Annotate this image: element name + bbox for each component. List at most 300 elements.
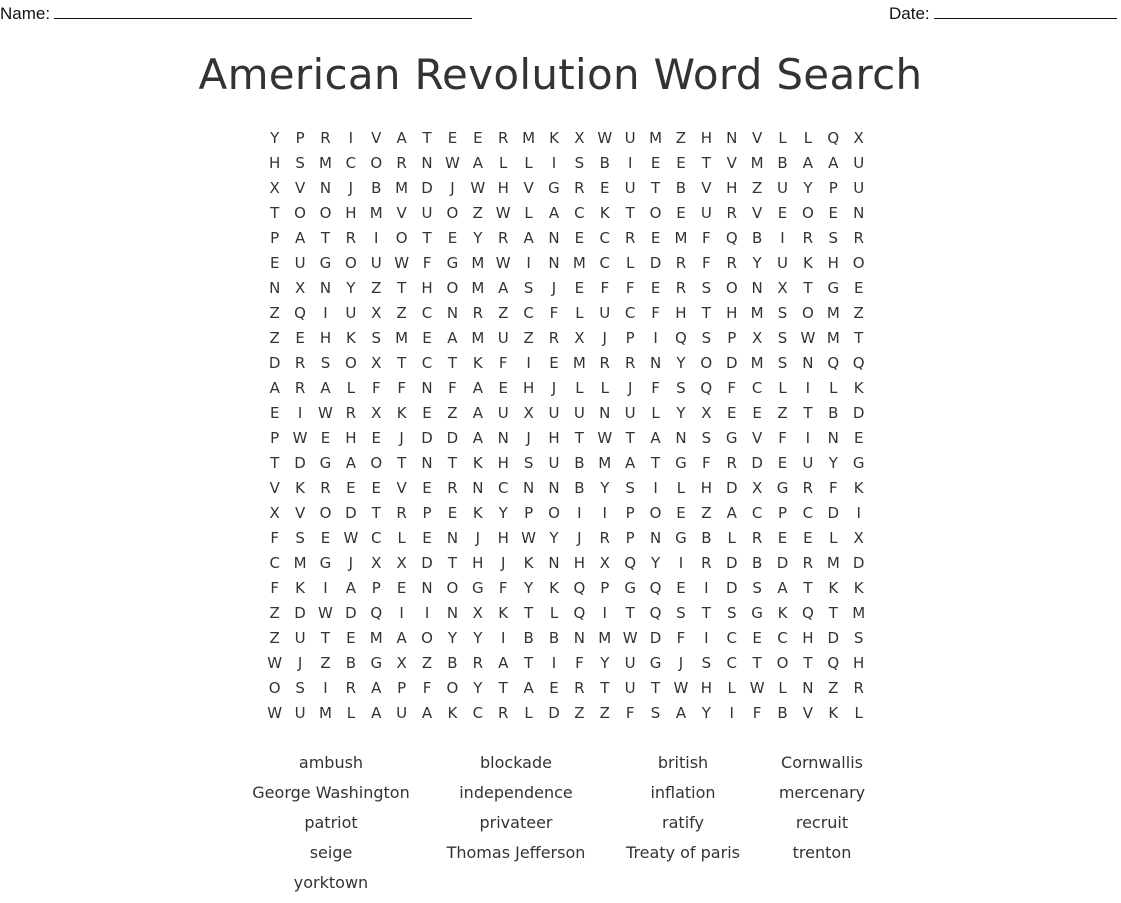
grid-letter[interactable]: K <box>802 254 813 272</box>
grid-letter[interactable]: P <box>625 504 635 522</box>
grid-letter[interactable]: I <box>374 229 379 247</box>
grid-letter[interactable]: M <box>293 554 307 572</box>
grid-letter[interactable]: E <box>803 529 813 547</box>
grid-letter[interactable]: B <box>751 229 763 247</box>
grid-letter[interactable]: M <box>471 279 485 297</box>
grid-letter[interactable]: Y <box>828 454 838 472</box>
grid-letter[interactable]: N <box>319 279 332 297</box>
grid-letter[interactable]: A <box>625 454 636 472</box>
grid-letter[interactable]: V <box>802 704 814 722</box>
grid-letter[interactable]: I <box>729 704 734 722</box>
grid-letter[interactable]: A <box>345 454 356 472</box>
name-field[interactable] <box>0 4 472 24</box>
grid-letter[interactable]: G <box>446 254 459 272</box>
grid-letter[interactable]: F <box>448 379 457 397</box>
grid-letter[interactable]: P <box>295 129 305 147</box>
grid-letter[interactable]: F <box>752 704 762 722</box>
grid-letter[interactable]: L <box>524 204 533 222</box>
grid-letter[interactable]: Z <box>523 329 534 347</box>
grid-letter[interactable]: J <box>602 329 607 347</box>
grid-letter[interactable]: W <box>749 679 765 697</box>
grid-letter[interactable]: I <box>348 129 354 147</box>
grid-letter[interactable]: P <box>828 179 838 197</box>
grid-letter[interactable]: T <box>803 579 813 597</box>
grid-letter[interactable]: C <box>599 229 611 247</box>
grid-letter[interactable]: E <box>396 579 407 597</box>
grid-letter[interactable]: G <box>776 479 789 497</box>
grid-letter[interactable]: J <box>348 554 354 572</box>
grid-letter[interactable]: P <box>270 229 280 247</box>
grid-letter[interactable]: I <box>323 304 328 322</box>
grid-letter[interactable]: H <box>726 304 738 322</box>
grid-letter[interactable]: U <box>370 254 382 272</box>
grid-letter[interactable]: Q <box>827 654 840 672</box>
grid-letter[interactable]: I <box>323 679 328 697</box>
grid-letter[interactable]: K <box>853 479 864 497</box>
grid-letter[interactable]: L <box>575 379 584 397</box>
grid-letter[interactable]: E <box>295 329 305 347</box>
grid-letter[interactable]: T <box>524 604 534 622</box>
grid-letter[interactable]: F <box>676 629 686 647</box>
grid-letter[interactable]: D <box>725 579 738 597</box>
grid-letter[interactable]: L <box>854 704 863 722</box>
grid-letter[interactable]: Y <box>752 254 762 272</box>
grid-letter[interactable]: R <box>548 329 560 347</box>
grid-letter[interactable]: X <box>777 279 788 297</box>
grid-letter[interactable]: L <box>778 379 787 397</box>
grid-letter[interactable]: G <box>827 279 840 297</box>
grid-letter[interactable]: E <box>422 329 432 347</box>
grid-letter[interactable]: C <box>624 304 636 322</box>
grid-letter[interactable]: K <box>447 704 458 722</box>
grid-letter[interactable]: Z <box>828 679 839 697</box>
grid-letter[interactable]: H <box>700 479 712 497</box>
grid-letter[interactable]: V <box>751 429 763 447</box>
grid-letter[interactable]: S <box>295 679 305 697</box>
grid-letter[interactable]: F <box>397 379 406 397</box>
grid-letter[interactable]: S <box>701 329 712 347</box>
grid-letter[interactable]: Q <box>852 354 865 372</box>
grid-letter[interactable]: W <box>622 629 638 647</box>
grid-letter[interactable]: M <box>522 129 536 147</box>
grid-letter[interactable]: A <box>345 579 356 597</box>
grid-letter[interactable]: T <box>625 429 635 447</box>
grid-letter[interactable]: C <box>599 254 611 272</box>
grid-letter[interactable]: Y <box>650 554 661 572</box>
grid-letter[interactable]: N <box>599 404 611 422</box>
grid-letter[interactable]: M <box>319 704 332 722</box>
grid-letter[interactable]: V <box>396 479 407 497</box>
grid-letter[interactable]: L <box>829 379 838 397</box>
grid-letter[interactable]: R <box>472 304 484 322</box>
grid-letter[interactable]: I <box>602 604 607 622</box>
grid-letter[interactable]: J <box>399 429 404 447</box>
grid-letter[interactable]: Z <box>701 504 712 522</box>
grid-letter[interactable]: O <box>294 204 306 222</box>
grid-letter[interactable]: T <box>498 679 508 697</box>
grid-letter[interactable]: B <box>777 704 788 722</box>
grid-letter[interactable]: S <box>295 154 305 172</box>
grid-letter[interactable]: T <box>803 654 813 672</box>
grid-letter[interactable]: O <box>649 204 662 222</box>
grid-letter[interactable]: T <box>422 129 432 147</box>
grid-letter[interactable]: H <box>497 454 509 472</box>
grid-letter[interactable]: T <box>447 554 458 572</box>
grid-letter[interactable]: E <box>853 429 864 447</box>
grid-letter[interactable]: Q <box>725 229 738 247</box>
grid-letter[interactable]: Z <box>574 704 585 722</box>
grid-letter[interactable]: O <box>649 504 662 522</box>
grid-letter[interactable]: U <box>345 304 357 322</box>
grid-letter[interactable]: R <box>396 154 407 172</box>
grid-letter[interactable]: E <box>320 429 331 447</box>
grid-letter[interactable]: R <box>599 354 610 372</box>
grid-letter[interactable]: D <box>446 429 459 447</box>
grid-letter[interactable]: U <box>599 304 611 322</box>
grid-letter[interactable]: R <box>447 479 458 497</box>
grid-letter[interactable]: U <box>700 204 712 222</box>
grid-letter[interactable]: T <box>270 204 280 222</box>
grid-letter[interactable]: R <box>294 379 306 397</box>
grid-letter[interactable]: B <box>777 154 788 172</box>
grid-letter[interactable]: J <box>678 654 684 672</box>
grid-letter[interactable]: F <box>422 679 432 697</box>
grid-letter[interactable]: U <box>624 179 636 197</box>
grid-letter[interactable]: W <box>267 704 283 722</box>
grid-letter[interactable]: C <box>472 704 484 722</box>
grid-letter[interactable]: Z <box>269 629 280 647</box>
grid-letter[interactable]: I <box>653 479 658 497</box>
grid-letter[interactable]: X <box>751 329 763 347</box>
grid-letter[interactable]: W <box>597 429 613 447</box>
grid-letter[interactable]: O <box>446 679 459 697</box>
grid-letter[interactable]: Z <box>421 654 433 672</box>
grid-letter[interactable]: F <box>600 279 610 297</box>
grid-letter[interactable]: E <box>320 529 331 547</box>
grid-letter[interactable]: O <box>801 304 814 322</box>
grid-letter[interactable]: J <box>577 529 582 547</box>
grid-letter[interactable]: U <box>294 254 306 272</box>
grid-letter[interactable]: C <box>751 379 763 397</box>
grid-letter[interactable]: V <box>523 179 534 197</box>
grid-letter[interactable]: M <box>826 554 840 572</box>
date-field[interactable] <box>889 4 1117 24</box>
grid-letter[interactable]: Z <box>447 404 458 422</box>
grid-letter[interactable]: A <box>548 204 560 222</box>
grid-letter[interactable]: E <box>574 279 585 297</box>
grid-letter[interactable]: N <box>726 129 738 147</box>
grid-letter[interactable]: O <box>446 204 459 222</box>
grid-letter[interactable]: E <box>549 679 559 697</box>
grid-letter[interactable]: M <box>572 254 586 272</box>
grid-letter[interactable]: I <box>323 579 328 597</box>
grid-letter[interactable]: A <box>802 154 814 172</box>
grid-letter[interactable]: L <box>829 529 838 547</box>
grid-letter[interactable]: J <box>551 279 557 297</box>
grid-letter[interactable]: R <box>802 229 814 247</box>
grid-letter[interactable]: B <box>371 179 382 197</box>
grid-letter[interactable]: P <box>524 504 534 522</box>
grid-letter[interactable]: I <box>805 379 811 397</box>
grid-letter[interactable]: U <box>294 629 306 647</box>
grid-letter[interactable]: T <box>752 654 762 672</box>
grid-letter[interactable]: S <box>701 279 712 297</box>
grid-letter[interactable]: E <box>422 479 432 497</box>
grid-letter[interactable]: S <box>295 529 305 547</box>
grid-letter[interactable]: C <box>371 529 382 547</box>
grid-letter[interactable]: X <box>853 529 864 547</box>
grid-letter[interactable]: F <box>498 579 508 597</box>
grid-letter[interactable]: I <box>704 629 709 647</box>
grid-letter[interactable]: H <box>345 204 357 222</box>
grid-letter[interactable]: H <box>700 679 712 697</box>
grid-letter[interactable]: W <box>318 604 333 622</box>
grid-letter[interactable]: Q <box>573 604 586 622</box>
grid-letter[interactable]: R <box>345 229 357 247</box>
grid-letter[interactable]: G <box>852 454 865 472</box>
grid-letter[interactable]: L <box>651 404 660 422</box>
grid-letter[interactable]: G <box>319 454 332 472</box>
grid-letter[interactable]: M <box>674 229 688 247</box>
grid-letter[interactable]: I <box>704 579 709 597</box>
grid-letter[interactable]: D <box>294 604 306 622</box>
grid-letter[interactable]: R <box>497 704 509 722</box>
grid-letter[interactable]: L <box>524 154 533 172</box>
grid-letter[interactable]: V <box>371 129 382 147</box>
grid-letter[interactable]: O <box>725 279 738 297</box>
grid-letter[interactable]: K <box>828 704 839 722</box>
grid-letter[interactable]: T <box>803 279 813 297</box>
grid-letter[interactable]: T <box>574 429 584 447</box>
grid-letter[interactable]: N <box>548 479 560 497</box>
grid-letter[interactable]: E <box>676 504 686 522</box>
grid-letter[interactable]: L <box>600 379 609 397</box>
grid-letter[interactable]: L <box>727 529 736 547</box>
grid-letter[interactable]: Y <box>803 179 813 197</box>
grid-letter[interactable]: T <box>701 154 711 172</box>
grid-letter[interactable]: X <box>396 554 407 572</box>
grid-letter[interactable]: C <box>802 504 814 522</box>
grid-letter[interactable]: A <box>498 279 509 297</box>
grid-letter[interactable]: Z <box>269 604 280 622</box>
grid-letter[interactable]: F <box>270 579 280 597</box>
grid-letter[interactable]: D <box>345 504 357 522</box>
grid-letter[interactable]: D <box>294 454 306 472</box>
grid-letter[interactable]: B <box>599 154 610 172</box>
grid-letter[interactable]: R <box>802 479 814 497</box>
grid-letter[interactable]: A <box>523 229 534 247</box>
grid-letter[interactable]: L <box>625 254 635 272</box>
grid-letter[interactable]: I <box>551 654 557 672</box>
grid-letter[interactable]: D <box>827 504 840 522</box>
grid-letter[interactable]: M <box>598 629 612 647</box>
grid-letter[interactable]: E <box>269 254 280 272</box>
grid-letter[interactable]: M <box>750 354 764 372</box>
grid-letter[interactable]: L <box>803 129 813 147</box>
grid-letter[interactable]: S <box>523 454 534 472</box>
grid-letter[interactable]: T <box>397 354 407 372</box>
grid-letter[interactable]: T <box>320 229 331 247</box>
grid-letter[interactable]: H <box>726 179 738 197</box>
grid-letter[interactable]: O <box>319 504 332 522</box>
grid-letter[interactable]: E <box>600 179 610 197</box>
grid-letter[interactable]: X <box>599 554 610 572</box>
grid-letter[interactable]: U <box>802 454 814 472</box>
grid-letter[interactable]: D <box>852 404 865 422</box>
date-line[interactable] <box>934 4 1117 19</box>
grid-letter[interactable]: H <box>345 429 357 447</box>
grid-letter[interactable]: E <box>752 404 762 422</box>
grid-letter[interactable]: S <box>676 379 686 397</box>
grid-letter[interactable]: R <box>624 354 636 372</box>
grid-letter[interactable]: V <box>701 179 712 197</box>
grid-letter[interactable]: A <box>472 379 483 397</box>
grid-letter[interactable]: M <box>471 329 485 347</box>
grid-letter[interactable]: N <box>548 254 560 272</box>
grid-letter[interactable]: Z <box>777 404 788 422</box>
grid-letter[interactable]: L <box>778 129 787 147</box>
grid-letter[interactable]: P <box>397 679 407 697</box>
grid-letter[interactable]: V <box>396 204 407 222</box>
grid-letter[interactable]: E <box>447 504 458 522</box>
grid-letter[interactable]: K <box>295 479 305 497</box>
grid-letter[interactable]: S <box>676 604 686 622</box>
grid-letter[interactable]: Q <box>675 329 687 347</box>
grid-letter[interactable]: P <box>625 329 635 347</box>
grid-letter[interactable]: A <box>396 129 407 147</box>
grid-letter[interactable]: W <box>343 529 359 547</box>
grid-letter[interactable]: O <box>344 354 357 372</box>
grid-letter[interactable]: A <box>294 229 306 247</box>
grid-letter[interactable]: I <box>399 604 404 622</box>
grid-letter[interactable]: N <box>421 579 433 597</box>
grid-letter[interactable]: W <box>521 529 537 547</box>
grid-letter[interactable]: Z <box>675 129 687 147</box>
grid-letter[interactable]: E <box>447 129 458 147</box>
grid-letter[interactable]: C <box>421 304 433 322</box>
grid-letter[interactable]: T <box>854 329 864 347</box>
grid-letter[interactable]: R <box>497 129 509 147</box>
grid-letter[interactable]: I <box>526 254 531 272</box>
grid-letter[interactable]: Z <box>269 304 280 322</box>
grid-letter[interactable]: Z <box>472 204 483 222</box>
grid-letter[interactable]: X <box>371 304 382 322</box>
grid-letter[interactable]: D <box>827 629 840 647</box>
grid-letter[interactable]: K <box>853 379 864 397</box>
grid-letter[interactable]: O <box>776 654 789 672</box>
grid-letter[interactable]: T <box>701 604 711 622</box>
grid-letter[interactable]: R <box>675 254 687 272</box>
grid-letter[interactable]: U <box>624 654 636 672</box>
grid-letter[interactable]: M <box>852 604 866 622</box>
grid-letter[interactable]: O <box>421 629 433 647</box>
grid-letter[interactable]: S <box>625 479 635 497</box>
grid-letter[interactable]: P <box>777 504 788 522</box>
grid-letter[interactable]: R <box>574 179 585 197</box>
grid-letter[interactable]: F <box>702 254 711 272</box>
grid-letter[interactable]: G <box>725 429 738 447</box>
grid-letter[interactable]: A <box>726 504 737 522</box>
grid-letter[interactable]: W <box>394 254 410 272</box>
grid-letter[interactable]: M <box>826 304 840 322</box>
grid-letter[interactable]: M <box>395 329 409 347</box>
grid-letter[interactable]: N <box>649 529 662 547</box>
grid-letter[interactable]: V <box>294 179 306 197</box>
grid-letter[interactable]: T <box>397 279 407 297</box>
grid-letter[interactable]: L <box>397 529 406 547</box>
grid-letter[interactable]: H <box>853 654 865 672</box>
grid-letter[interactable]: B <box>675 179 687 197</box>
grid-letter[interactable]: Z <box>599 704 610 722</box>
grid-letter[interactable]: S <box>828 229 839 247</box>
grid-letter[interactable]: T <box>447 454 458 472</box>
grid-letter[interactable]: V <box>269 479 280 497</box>
grid-letter[interactable]: B <box>574 479 585 497</box>
grid-letter[interactable]: O <box>446 279 459 297</box>
grid-letter[interactable]: T <box>524 654 534 672</box>
grid-letter[interactable]: E <box>650 154 661 172</box>
grid-letter[interactable]: U <box>497 404 509 422</box>
grid-letter[interactable]: G <box>319 554 332 572</box>
grid-letter[interactable]: H <box>827 254 839 272</box>
grid-letter[interactable]: F <box>727 379 737 397</box>
grid-letter[interactable]: H <box>802 629 814 647</box>
grid-letter[interactable]: H <box>269 154 281 172</box>
grid-letter[interactable]: S <box>320 354 331 372</box>
grid-letter[interactable]: O <box>268 679 281 697</box>
grid-letter[interactable]: G <box>370 654 383 672</box>
grid-letter[interactable]: I <box>577 504 582 522</box>
grid-letter[interactable]: N <box>497 429 509 447</box>
grid-letter[interactable]: T <box>270 454 280 472</box>
grid-letter[interactable]: L <box>524 704 533 722</box>
grid-letter[interactable]: Y <box>600 479 610 497</box>
grid-letter[interactable]: B <box>548 629 560 647</box>
grid-letter[interactable]: A <box>421 704 433 722</box>
grid-letter[interactable]: E <box>269 404 280 422</box>
grid-letter[interactable]: C <box>345 154 357 172</box>
grid-letter[interactable]: U <box>624 404 636 422</box>
grid-letter[interactable]: N <box>548 554 560 572</box>
grid-letter[interactable]: A <box>320 379 331 397</box>
grid-letter[interactable]: C <box>269 554 280 572</box>
grid-letter[interactable]: O <box>344 254 357 272</box>
grid-letter[interactable]: N <box>548 229 560 247</box>
grid-letter[interactable]: H <box>497 529 509 547</box>
grid-letter[interactable]: N <box>421 454 433 472</box>
grid-letter[interactable]: T <box>650 679 661 697</box>
grid-letter[interactable]: R <box>574 679 585 697</box>
grid-letter[interactable]: X <box>371 554 382 572</box>
grid-letter[interactable]: D <box>852 554 865 572</box>
grid-letter[interactable]: V <box>726 154 737 172</box>
grid-letter[interactable]: E <box>777 204 788 222</box>
grid-letter[interactable]: E <box>473 129 483 147</box>
grid-letter[interactable]: N <box>573 629 585 647</box>
grid-letter[interactable]: D <box>725 554 738 572</box>
grid-letter[interactable]: C <box>777 629 788 647</box>
grid-letter[interactable]: N <box>522 479 535 497</box>
grid-letter[interactable]: C <box>726 629 737 647</box>
grid-letter[interactable]: T <box>447 354 458 372</box>
grid-letter[interactable]: N <box>421 379 433 397</box>
grid-letter[interactable]: A <box>523 679 534 697</box>
name-line[interactable] <box>54 4 472 19</box>
grid-letter[interactable]: M <box>572 354 586 372</box>
grid-letter[interactable]: D <box>649 629 662 647</box>
grid-letter[interactable]: I <box>805 429 811 447</box>
grid-letter[interactable]: H <box>700 129 712 147</box>
